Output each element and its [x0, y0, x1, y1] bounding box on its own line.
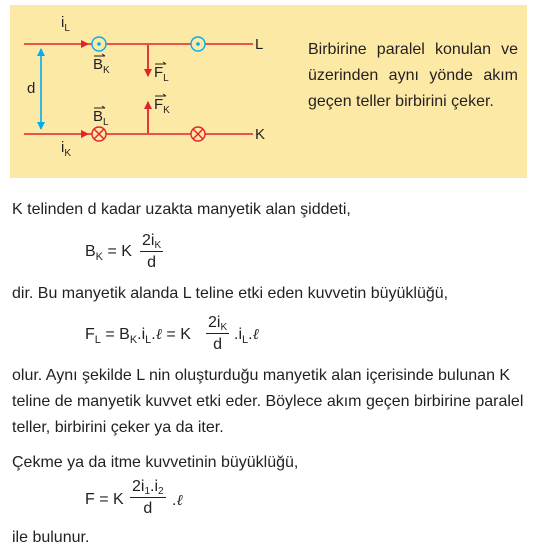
paragraph-2: dir. Bu manyetik alanda L teline etki eden kuvvetin büyüklüğü,: [12, 285, 449, 302]
paragraph-3: olur. Aynı şekilde L nin oluşturduğu manyetik alan içerisinde bulunan K teline de manyetik kuvvet etki eder. Böylece akım geçen birbirine paralel teller, birbirini çeker ya da iter.: [12, 367, 524, 436]
figure-box: [10, 5, 527, 178]
label-bl: $B_L$: [93, 108, 109, 128]
paragraph-1: K telinden d kadar uzakta manyetik alan şiddeti,: [12, 201, 351, 218]
label-fk: $F_K$: [154, 96, 170, 116]
equation-bk-fraction: $\frac{2iK}{d}$: [142, 232, 162, 271]
label-wire-l: L: [255, 36, 264, 53]
equation-f-tail: .ℓ: [172, 491, 183, 509]
label-d: d: [27, 80, 36, 97]
equation-fl-tail: $.i_L.\ell$: [234, 325, 259, 346]
field-in-symbol: [92, 127, 106, 141]
label-il: $i_L$: [61, 14, 70, 34]
label-bk: $B_K$: [93, 56, 110, 76]
equation-fl: $F_L$ = $B_K.i_L.\ell = K$: [85, 325, 191, 346]
label-wire-k: K: [255, 126, 266, 143]
field-out-symbol: [92, 37, 106, 51]
equation-fl-fraction: $\frac{2iK}{d}$: [208, 314, 228, 353]
label-fl: $F_L$: [154, 64, 169, 84]
field-out-symbol: [191, 37, 205, 51]
figure-caption: Birbirine paralel konulan ve üzerinden aynı yönde akım geçen teller birbirini çeker.: [308, 41, 518, 110]
equation-f: F = K: [85, 491, 124, 508]
equation-f-fraction: $\frac{2i1.i2}{d}$: [132, 478, 164, 517]
field-in-symbol: [191, 127, 205, 141]
paragraph-5: ile bulunur.: [12, 529, 90, 546]
equation-bk: $B_K = K$: [85, 243, 132, 263]
label-ik: $i_K$: [61, 139, 72, 159]
paragraph-4: Çekme ya da itme kuvvetinin büyüklüğü,: [12, 454, 299, 471]
